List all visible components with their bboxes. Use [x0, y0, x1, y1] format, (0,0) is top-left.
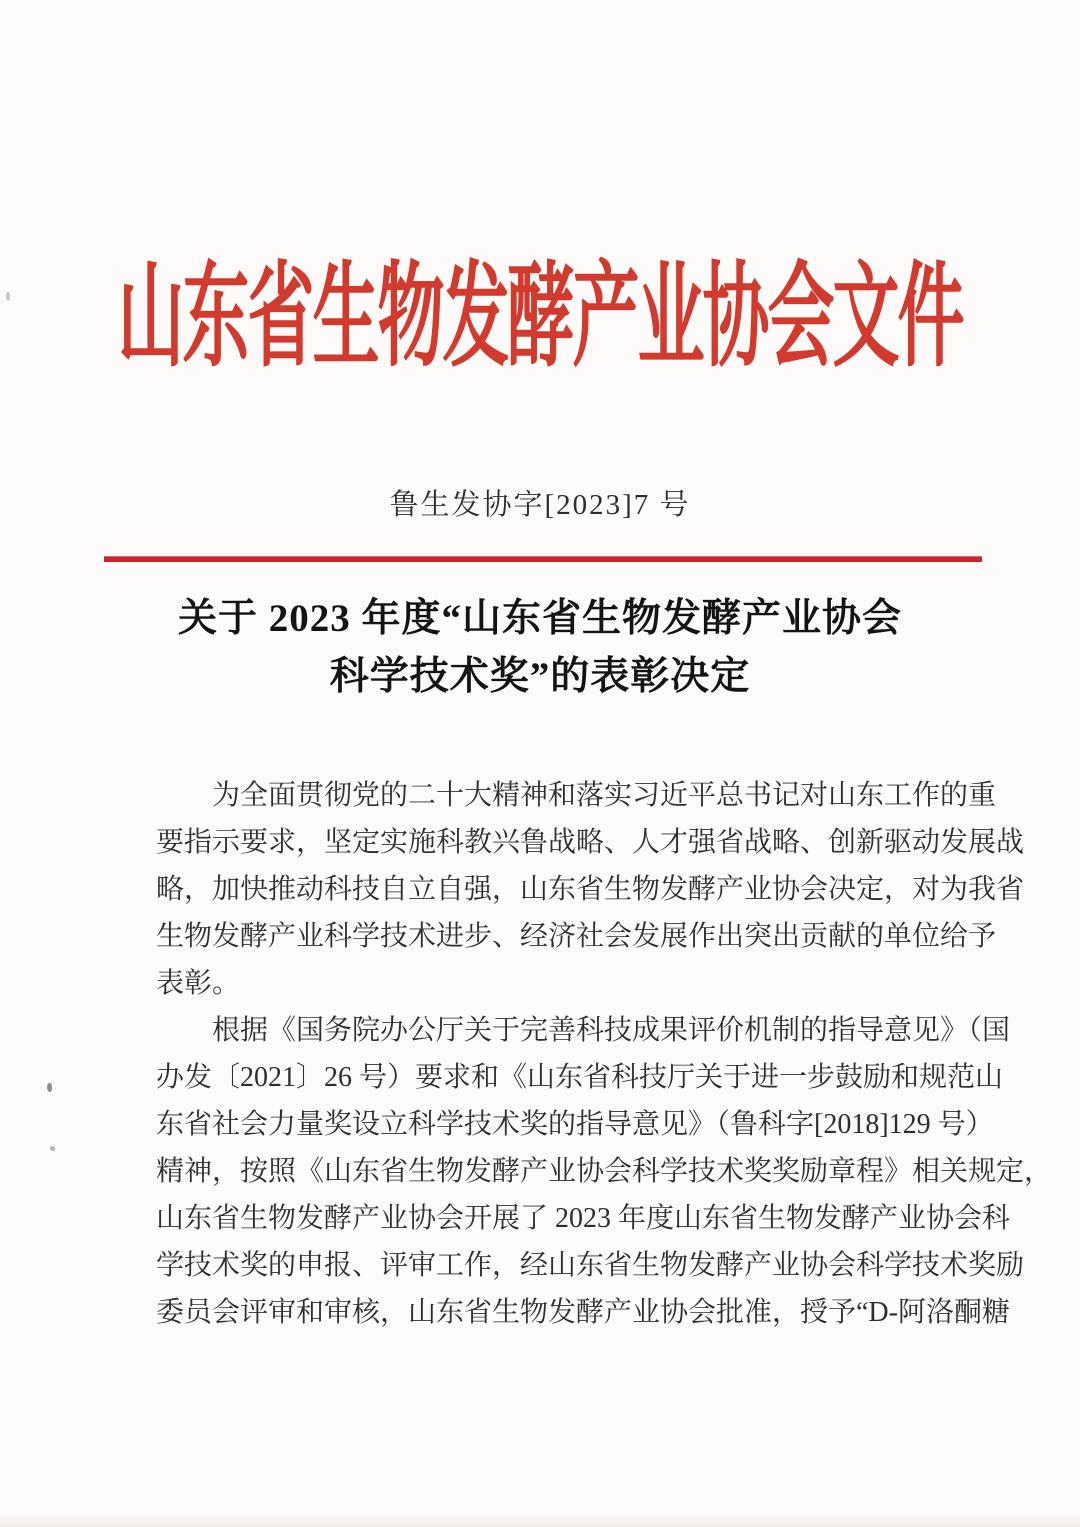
body-line: 东省社会力量奖设立科学技术奖的指导意见》（鲁科字[2018]129 号）	[156, 1109, 994, 1140]
org-title: 山东省生物发酵产业协会文件	[117, 255, 963, 382]
body-line: 要指示要求，坚定实施科教兴鲁战略、人才强省战略、创新驱动发展战	[156, 827, 1025, 858]
body-line: 学技术奖的申报、评审工作，经山东省生物发酵产业协会科学技术奖励	[156, 1250, 1025, 1281]
body-line: 山东省生物发酵产业协会开展了 2023 年度山东省生物发酵产业协会科	[156, 1203, 1011, 1234]
doc-title-line1: 关于 2023 年度“山东省生物发酵产业协会	[177, 597, 902, 640]
body-line: 精神，按照《山东省生物发酵产业协会科学技术奖奖励章程》相关规定，	[156, 1156, 1053, 1187]
body-line: 委员会评审和审核，山东省生物发酵产业协会批准，授予“D-阿洛酮糖	[156, 1297, 1010, 1328]
doc-title-line2: 科学技术奖”的表彰决定	[329, 655, 751, 698]
document-body	[156, 772, 1053, 1336]
body-line: 略，加快推动科技自立自强，山东省生物发酵产业协会决定，对为我省	[156, 874, 1025, 905]
doc-number: 鲁生发协字[2023]7 号	[389, 489, 691, 521]
body-line: 生物发酵产业科学技术进步、经济社会发展作出突出贡献的单位给予	[156, 921, 997, 952]
red-letterhead	[0, 228, 1080, 388]
body-line: 办发〔2021〕26 号）要求和《山东省科技厅关于进一步鼓励和规范山	[156, 1062, 1004, 1093]
body-line: 为全面贯彻党的二十大精神和落实习近平总书记对山东工作的重	[212, 780, 997, 811]
doc-title	[0, 590, 1080, 706]
paragraph-2	[156, 1007, 1053, 1336]
red-divider-line	[104, 556, 982, 562]
paragraph-1	[156, 772, 1025, 1007]
scan-artifact-speck	[47, 1083, 52, 1092]
body-line: 表彰。	[156, 968, 241, 999]
body-line: 根据《国务院办公厅关于完善科技成果评价机制的指导意见》（国	[212, 1015, 1011, 1046]
scan-artifact-speck	[50, 1146, 55, 1151]
